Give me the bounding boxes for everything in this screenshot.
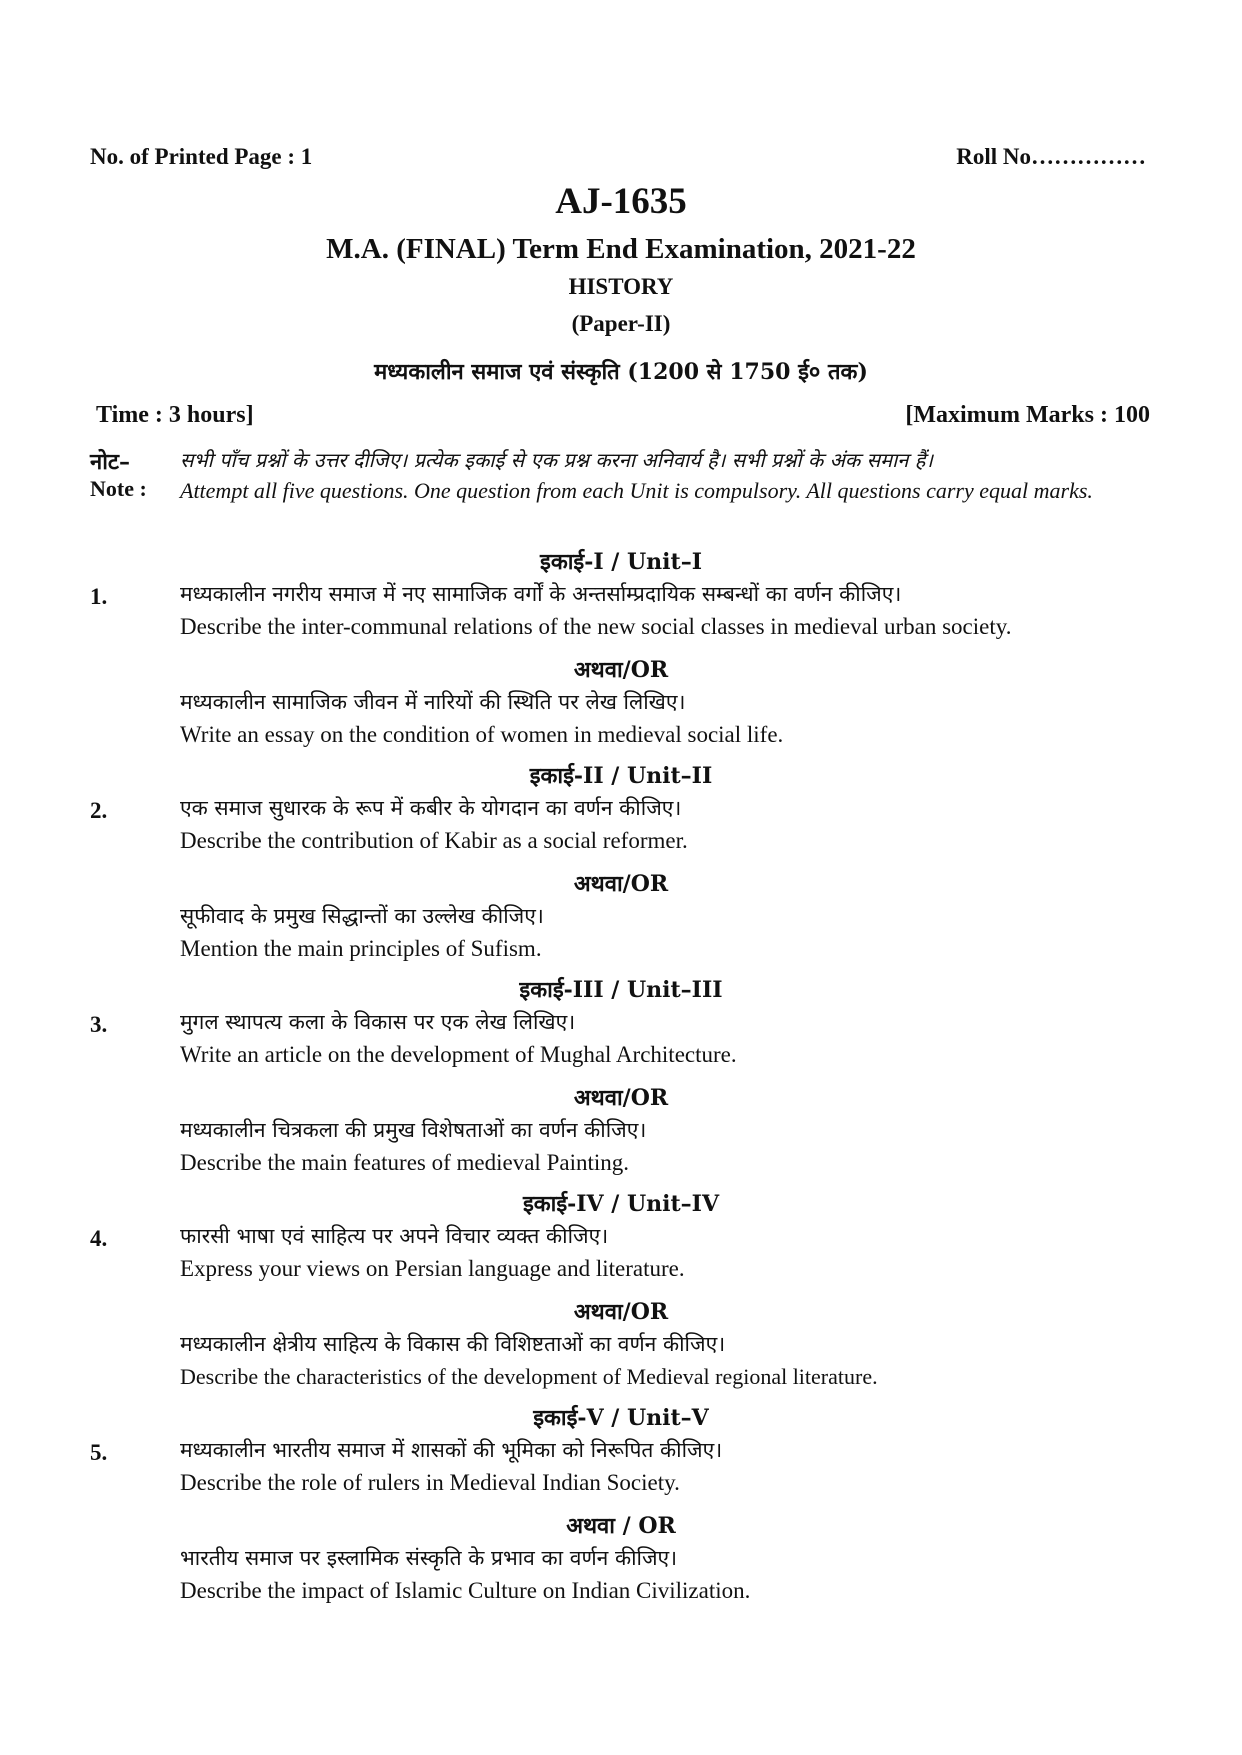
alternate-question-english: Describe the characteristics of the development of Medieval regional literature.: [180, 1364, 878, 1389]
note-label-hindi: नोट–: [90, 449, 130, 475]
alternate-question-hindi: सूफीवाद के प्रमुख सिद्धान्तों का उल्लेख कीजिए।: [180, 904, 544, 928]
or-separator: अथवा/OR: [573, 1299, 669, 1325]
alternate-question-hindi: मध्यकालीन क्षेत्रीय साहित्य के विकास की विशिष्टताओं का वर्णन कीजिए।: [180, 1332, 726, 1356]
alternate-question-hindi: मध्यकालीन चित्रकला की प्रमुख विशेषताओं का वर्णन कीजिए।: [180, 1118, 647, 1142]
alternate-question-english: Write an essay on the condition of women in medieval social life.: [180, 722, 784, 747]
alternate-question-english: Describe the impact of Islamic Culture on Indian Civilization.: [180, 1578, 751, 1603]
note-text-english: Attempt all five questions. One question from each Unit is compulsory. All questions carry equal marks.: [180, 478, 1093, 503]
time-allowed: Time : 3 hours]: [96, 402, 254, 428]
question-english: Express your views on Persian language and literature.: [180, 1256, 685, 1281]
question-hindi: फारसी भाषा एवं साहित्य पर अपने विचार व्यक्त कीजिए।: [180, 1224, 609, 1248]
paper-number: (Paper-II): [571, 311, 671, 336]
note-label-english: Note :: [90, 476, 147, 501]
question-hindi: मुगल स्थापत्य कला के विकास पर एक लेख लिखिए।: [180, 1010, 576, 1034]
alternate-question-english: Describe the main features of medieval Painting.: [180, 1150, 629, 1175]
question-english: Describe the role of rulers in Medieval Indian Society.: [180, 1470, 680, 1495]
question-number: 3.: [90, 1012, 108, 1037]
question-english: Write an article on the development of Mughal Architecture.: [180, 1042, 737, 1067]
unit-heading: इकाई-II / Unit–II: [529, 763, 713, 789]
roll-no: Roll No……………: [956, 144, 1146, 169]
alternate-question-english: Mention the main principles of Sufism.: [180, 936, 542, 961]
question-number: 1.: [90, 584, 108, 609]
unit-heading: इकाई-IV / Unit–IV: [522, 1191, 720, 1217]
unit-heading: इकाई-V / Unit–V: [533, 1405, 709, 1431]
maximum-marks: [Maximum Marks : 100: [905, 402, 1150, 428]
question-number: 5.: [90, 1440, 108, 1465]
unit-heading: इकाई-I / Unit–I: [540, 549, 702, 575]
or-separator: अथवा/OR: [573, 1085, 669, 1111]
unit-heading: इकाई-III / Unit–III: [519, 977, 723, 1003]
question-number: 4.: [90, 1226, 108, 1251]
or-separator: अथवा/OR: [573, 871, 669, 897]
paper-code: AJ-1635: [555, 181, 687, 222]
question-number: 2.: [90, 798, 108, 823]
question-hindi: मध्यकालीन भारतीय समाज में शासकों की भूमिका को निरूपित कीजिए।: [180, 1438, 723, 1462]
alternate-question-hindi: भारतीय समाज पर इस्लामिक संस्कृति के प्रभाव का वर्णन कीजिए।: [180, 1546, 678, 1570]
question-english: Describe the inter-communal relations of the new social classes in medieval urban society.: [180, 614, 1012, 639]
question-english: Describe the contribution of Kabir as a social reformer.: [180, 828, 688, 853]
alternate-question-hindi: मध्यकालीन सामाजिक जीवन में नारियों की स्थिति पर लेख लिखिए।: [180, 690, 686, 714]
subject: HISTORY: [568, 274, 674, 299]
paper-subtitle: मध्यकालीन समाज एवं संस्कृति (1200 से 1750 ई० तक): [374, 359, 868, 385]
printed-pages: No. of Printed Page : 1: [90, 144, 313, 169]
or-separator: अथवा / OR: [566, 1513, 676, 1539]
note-text-hindi: सभी पाँच प्रश्नों के उत्तर दीजिए। प्रत्येक इकाई से एक प्रश्न करना अनिवार्य है। सभी प्रश्नों के अंक समान हैं।: [180, 448, 933, 472]
question-hindi: मध्यकालीन नगरीय समाज में नए सामाजिक वर्गों के अन्तर्साम्प्रदायिक सम्बन्धों का वर्णन कीजिए।: [180, 582, 902, 606]
or-separator: अथवा/OR: [573, 657, 669, 683]
question-hindi: एक समाज सुधारक के रूप में कबीर के योगदान का वर्णन कीजिए।: [180, 796, 682, 820]
exam-title: M.A. (FINAL) Term End Examination, 2021-22: [326, 233, 916, 265]
